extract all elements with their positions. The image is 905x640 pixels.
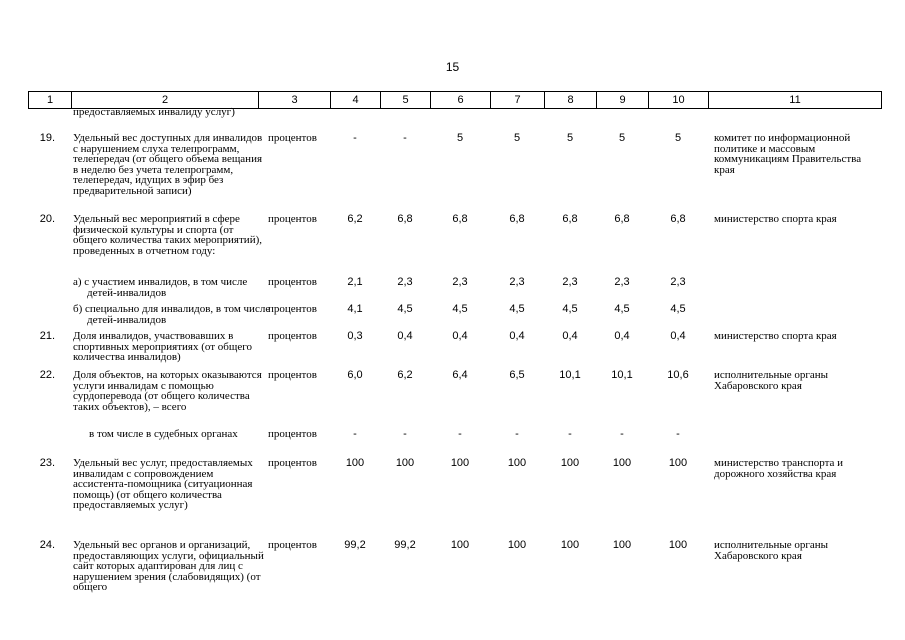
value-cell: 0,4 xyxy=(670,330,686,342)
value-cell: - xyxy=(403,132,407,144)
page-number: 15 xyxy=(445,60,460,74)
header-cell: 8 xyxy=(545,92,597,109)
unit-cell: процентов xyxy=(268,539,317,551)
unit-cell: процентов xyxy=(268,369,317,381)
indicator-name: Удельный вес органов и организаций, предоставляющих услуги, официальный сайт которых адаптирован для лиц с нарушением зрения (слабовидящих) (от общего xyxy=(73,539,264,593)
responsible-cell: министерство спорта края xyxy=(714,213,837,225)
value-cell: 6,2 xyxy=(397,369,413,381)
value-cell: 100 xyxy=(450,539,470,551)
value-cell: 2,1 xyxy=(347,276,363,288)
value-cell: 100 xyxy=(668,457,688,469)
value-cell: 2,3 xyxy=(452,276,468,288)
value-cell: 6,5 xyxy=(509,369,525,381)
unit-cell: процентов xyxy=(268,132,317,144)
value-cell: 100 xyxy=(507,539,527,551)
row-number: 22. xyxy=(39,369,55,381)
value-cell: 2,3 xyxy=(670,276,686,288)
unit-cell: процентов xyxy=(268,303,317,315)
value-cell: 99,2 xyxy=(344,539,366,551)
header-cell: 11 xyxy=(709,92,882,109)
value-cell: 6,8 xyxy=(509,213,525,225)
value-cell: 4,5 xyxy=(670,303,686,315)
value-cell: 0,4 xyxy=(614,330,630,342)
value-cell: - xyxy=(353,428,357,440)
value-cell: 4,5 xyxy=(562,303,578,315)
value-cell: 4,5 xyxy=(452,303,468,315)
unit-cell: процентов xyxy=(268,213,317,225)
indicator-name: Удельный вес мероприятий в сфере физической культуры и спорта (от общего количества таких мероприятий), проведенных в отчетном году: xyxy=(73,213,262,257)
value-cell: 0,3 xyxy=(347,330,363,342)
value-cell: 6,0 xyxy=(347,369,363,381)
value-cell: 6,8 xyxy=(670,213,686,225)
value-cell: 6,2 xyxy=(347,213,363,225)
value-cell: 2,3 xyxy=(397,276,413,288)
indicator-name: Удельный вес услуг, предоставляемых инвалидам с сопровождением ассистента-помощника (ситуационная помощь) (от общего количества предоставляемых услуг) xyxy=(73,457,253,511)
continuation-text: предоставляемых инвалиду услуг) xyxy=(73,106,235,118)
value-cell: 100 xyxy=(345,457,365,469)
value-cell: 6,8 xyxy=(614,213,630,225)
value-cell: - xyxy=(676,428,680,440)
responsible-cell: министерство транспорта и дорожного хозяйства края xyxy=(714,457,844,480)
unit-cell: процентов xyxy=(268,276,317,288)
value-cell: 5 xyxy=(456,132,464,144)
header-cell: 2 xyxy=(72,92,259,109)
value-cell: 5 xyxy=(566,132,574,144)
value-cell: 0,4 xyxy=(562,330,578,342)
responsible-cell: исполнительные органы Хабаровского края xyxy=(714,539,829,562)
row-number: 24. xyxy=(39,539,55,551)
value-cell: 100 xyxy=(507,457,527,469)
value-cell: 5 xyxy=(513,132,521,144)
value-cell: 100 xyxy=(560,457,580,469)
value-cell: 2,3 xyxy=(562,276,578,288)
value-cell: 100 xyxy=(668,539,688,551)
header-cell: 4 xyxy=(331,92,381,109)
value-cell: 4,1 xyxy=(347,303,363,315)
responsible-cell: министерство спорта края xyxy=(714,330,837,342)
indicator-name: в том числе в судебных органах xyxy=(89,428,238,440)
value-cell: 10,1 xyxy=(611,369,633,381)
value-cell: 5 xyxy=(674,132,682,144)
row-number: 19. xyxy=(39,132,55,144)
value-cell: 6,4 xyxy=(452,369,468,381)
value-cell: 10,6 xyxy=(667,369,689,381)
header-cell: 5 xyxy=(381,92,431,109)
header-cell: 3 xyxy=(259,92,331,109)
value-cell: 6,8 xyxy=(452,213,468,225)
value-cell: 2,3 xyxy=(614,276,630,288)
indicator-name: б) специально для инвалидов, в том числе детей-инвалидов xyxy=(73,303,271,326)
indicator-name: Доля инвалидов, участвовавших в спортивных мероприятиях (от общего количества инвалидов) xyxy=(73,330,252,363)
value-cell: 2,3 xyxy=(509,276,525,288)
value-cell: 5 xyxy=(618,132,626,144)
value-cell: 100 xyxy=(395,457,415,469)
indicator-name: Доля объектов, на которых оказываются услуги инвалидам с помощью сурдоперевода (от общего количества таких объектов), – всего xyxy=(73,369,262,413)
responsible-cell: исполнительные органы Хабаровского края xyxy=(714,369,829,392)
value-cell: 4,5 xyxy=(509,303,525,315)
value-cell: 6,8 xyxy=(562,213,578,225)
header-cell: 6 xyxy=(431,92,491,109)
value-cell: 99,2 xyxy=(394,539,416,551)
value-cell: - xyxy=(353,132,357,144)
header-cell: 1 xyxy=(29,92,72,109)
value-cell: - xyxy=(403,428,407,440)
responsible-cell: комитет по информационной политике и массовым коммуникациям Правительства края xyxy=(714,132,862,176)
value-cell: 6,8 xyxy=(397,213,413,225)
value-cell: 0,4 xyxy=(397,330,413,342)
value-cell: 100 xyxy=(612,539,632,551)
unit-cell: процентов xyxy=(268,457,317,469)
value-cell: 10,1 xyxy=(559,369,581,381)
header-cell: 10 xyxy=(649,92,709,109)
row-number: 23. xyxy=(39,457,55,469)
value-cell: 4,5 xyxy=(614,303,630,315)
value-cell: - xyxy=(458,428,462,440)
header-cell: 7 xyxy=(491,92,545,109)
value-cell: 100 xyxy=(612,457,632,469)
unit-cell: процентов xyxy=(268,330,317,342)
value-cell: 0,4 xyxy=(509,330,525,342)
value-cell: 4,5 xyxy=(397,303,413,315)
value-cell: - xyxy=(515,428,519,440)
value-cell: 100 xyxy=(450,457,470,469)
value-cell: - xyxy=(568,428,572,440)
value-cell: 100 xyxy=(560,539,580,551)
indicator-name: а) с участием инвалидов, в том числе детей-инвалидов xyxy=(73,276,248,299)
unit-cell: процентов xyxy=(268,428,317,440)
indicator-name: Удельный вес доступных для инвалидов с нарушением слуха телепрограмм, телепередач (от общего объема вещания в неделю без учета телепрограмм, телепередач, идущих в эфир без предварительной записи) xyxy=(73,132,263,197)
row-number: 21. xyxy=(39,330,55,342)
row-number: 20. xyxy=(39,213,55,225)
header-cell: 9 xyxy=(597,92,649,109)
value-cell: - xyxy=(620,428,624,440)
value-cell: 0,4 xyxy=(452,330,468,342)
